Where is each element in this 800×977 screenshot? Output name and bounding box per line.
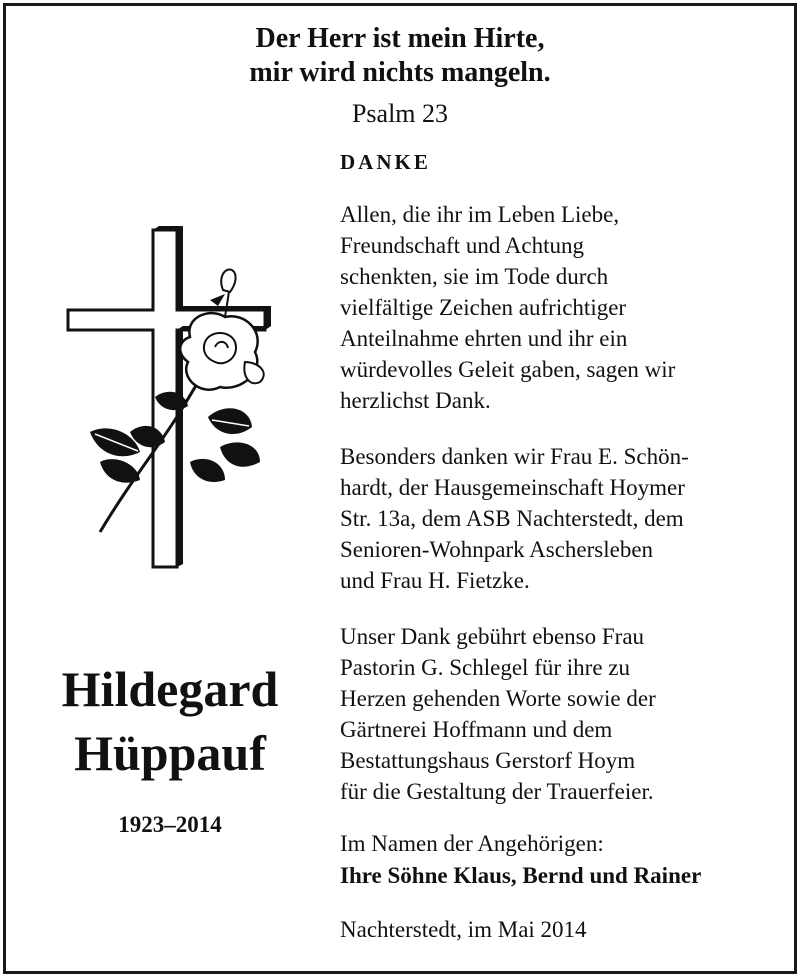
deceased-first-name: Hildegard [61, 661, 279, 717]
motto-text [0, 22, 800, 90]
paragraph-1: Allen, die ihr im Leben Liebe, Freundschaft und Achtung schenkten, sie im Tode durch vielfältige Zeichen aufrichtiger Anteilnahme ehrten und ihr ein würdevolles Geleit gaben, sagen wir herzlichst Dank. [340, 202, 676, 413]
paragraph-3: Unser Dank gebührt ebenso Frau Pastorin G. Schlegel für ihre zu Herzen gehenden Worte sowie der Gärtnerei Hoffmann und dem Bestattungshaus Gerstorf Hoym für die Gestaltung der Trauerfeier. [340, 624, 656, 804]
deceased-last-name: Hüppauf [74, 725, 266, 781]
motto-source: Psalm 23 [351, 99, 449, 128]
heading-danke: DANKE [340, 150, 431, 174]
paragraph-2: Besonders danken wir Frau E. Schön- hardt, der Hausgemeinschaft Hoymer Str. 13a, dem ASB Nachterstedt, dem Senioren-Wohnpark Aschersleben und Frau H. Fietzke. [340, 444, 689, 593]
cross-with-rose-icon [60, 222, 275, 572]
life-years: 1923–2014 [118, 812, 222, 837]
motto-line-2: mir wird nichts mangeln. [249, 57, 551, 88]
place-date: Nachterstedt, im Mai 2014 [340, 917, 587, 942]
signature-intro: Im Namen der Angehörigen: [340, 831, 604, 856]
motto-line-1: Der Herr ist mein Hirte, [255, 23, 545, 54]
signature-names: Ihre Söhne Klaus, Bernd und Rainer [340, 863, 702, 888]
